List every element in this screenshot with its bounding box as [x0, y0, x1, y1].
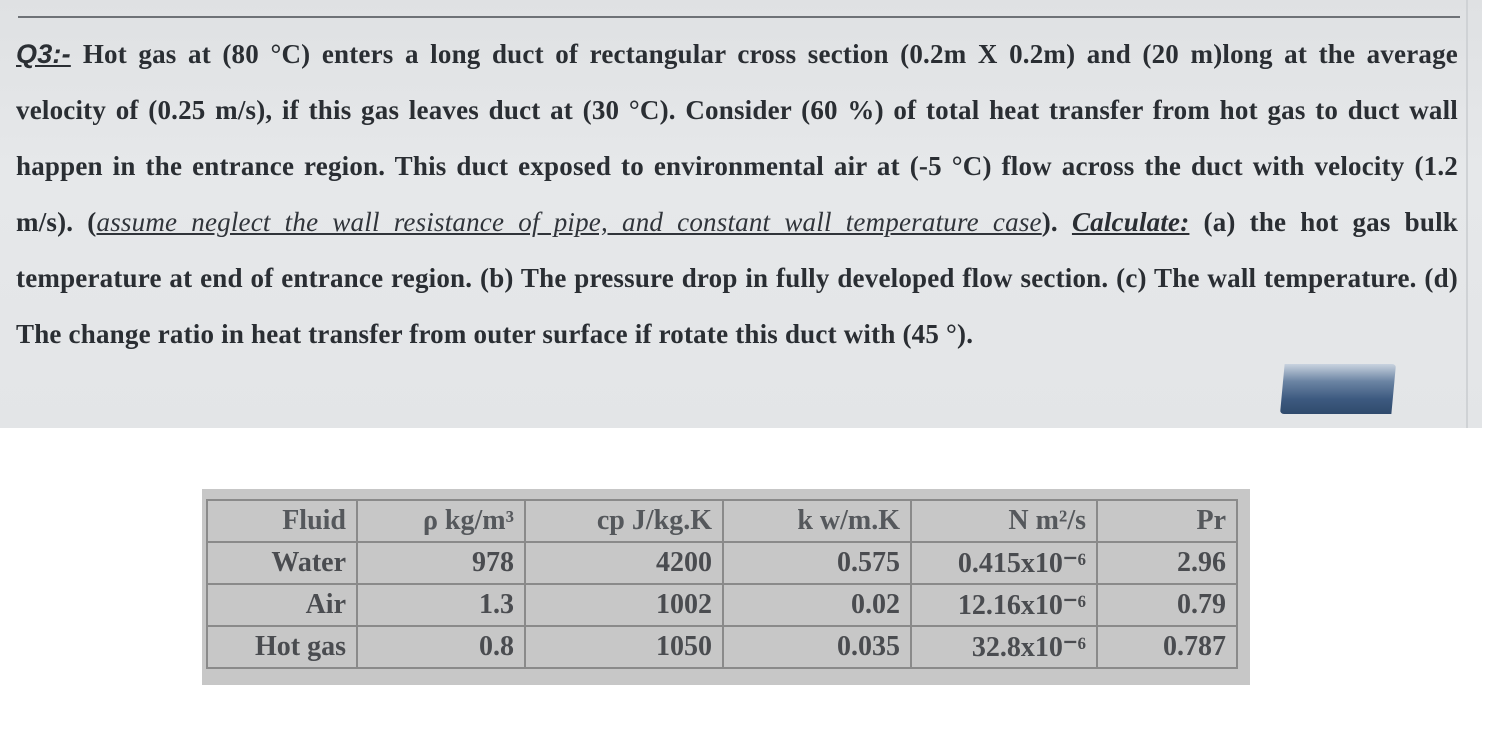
question-body-1: Hot gas at (80 °C) enters a long duct of rectangular cross section (0.2m X 0.2m) and (20 m)long at the average velocity of (0.25 m/s), if this gas leaves duct at (30 °C). Consider (60 %) of total heat transfer from hot gas to duct wall happen in the entrance region. This duct exposed to environmental air at (-5 °C) flow across the duct with velocity (1.2 m/s). (	[16, 39, 1458, 237]
question-label: Q3:-	[16, 39, 71, 69]
cell-fluid: Water	[207, 542, 357, 584]
cell-k: 0.02	[723, 584, 911, 626]
question-body-3: (a) the hot gas bulk temperature at end of entrance region. (b) The pressure drop in fully developed flow section. (c) The wall temperature. (d) The change ratio in heat transfer from outer surface if rotate this duct with (45 °).	[16, 207, 1458, 349]
question-body-2: ).	[1041, 207, 1072, 237]
question-text	[16, 26, 1458, 362]
cell-density: 978	[357, 542, 525, 584]
top-rule	[18, 16, 1460, 18]
cell-cp: 4200	[525, 542, 723, 584]
assumption-text: assume neglect the wall resistance of pipe, and constant wall temperature case	[96, 207, 1042, 237]
cell-viscosity: 0.415x10⁻⁶	[911, 542, 1097, 584]
header-k: k w/m.K	[723, 500, 911, 542]
calculate-label: Calculate:	[1071, 207, 1190, 237]
header-fluid: Fluid	[207, 500, 357, 542]
cell-k: 0.575	[723, 542, 911, 584]
cell-fluid: Hot gas	[207, 626, 357, 668]
table-row	[207, 542, 1237, 584]
page-edge-line	[1466, 0, 1468, 428]
header-pr: Pr	[1097, 500, 1237, 542]
blue-badge-shape	[1280, 364, 1396, 414]
properties-table	[206, 499, 1238, 669]
cell-pr: 0.79	[1097, 584, 1237, 626]
cell-pr: 2.96	[1097, 542, 1237, 584]
cell-cp: 1002	[525, 584, 723, 626]
properties-table-photo	[202, 489, 1250, 685]
cell-viscosity: 32.8x10⁻⁶	[911, 626, 1097, 668]
cell-fluid: Air	[207, 584, 357, 626]
header-density: ρ kg/m³	[357, 500, 525, 542]
table-row	[207, 584, 1237, 626]
header-cp: cp J/kg.K	[525, 500, 723, 542]
header-viscosity: N m²/s	[911, 500, 1097, 542]
cell-cp: 1050	[525, 626, 723, 668]
table-header-row	[207, 500, 1237, 542]
cell-k: 0.035	[723, 626, 911, 668]
cell-density: 0.8	[357, 626, 525, 668]
cell-density: 1.3	[357, 584, 525, 626]
cell-pr: 0.787	[1097, 626, 1237, 668]
table-row	[207, 626, 1237, 668]
cell-viscosity: 12.16x10⁻⁶	[911, 584, 1097, 626]
